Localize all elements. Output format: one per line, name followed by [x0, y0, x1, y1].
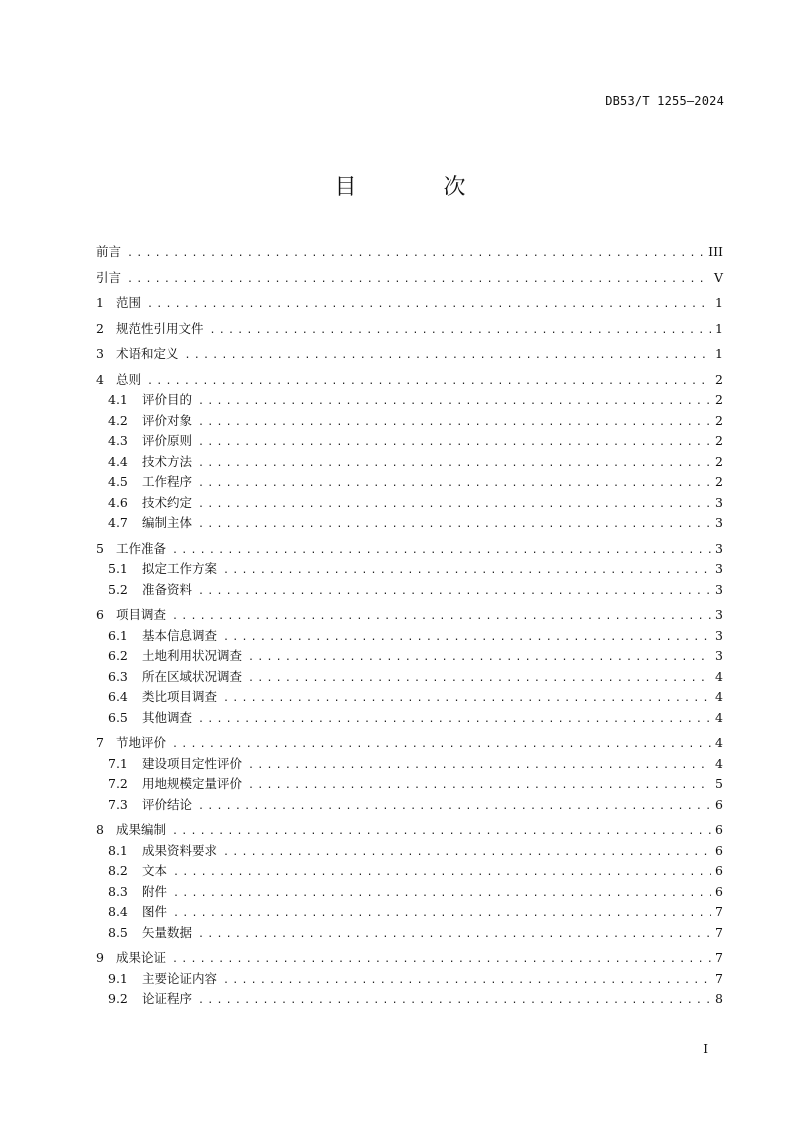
toc-entry-label: 图件	[142, 904, 168, 919]
dot-leader	[198, 515, 711, 536]
toc-entry-page: 6	[715, 796, 723, 812]
dot-leader	[172, 607, 711, 628]
toc-entry-page: 7	[715, 970, 723, 986]
toc-entry-label: 其他调查	[142, 709, 193, 725]
toc-entry[interactable]	[96, 513, 723, 534]
toc-entry-number: 4.3	[108, 433, 128, 448]
toc-entry[interactable]	[96, 882, 723, 903]
toc-entry[interactable]	[96, 472, 723, 493]
dot-leader	[172, 735, 711, 756]
toc-entry-label: 总则	[116, 371, 142, 387]
toc-entry[interactable]	[96, 841, 723, 862]
dot-leader	[198, 582, 711, 603]
toc-entry-label: 基本信息调查	[142, 627, 218, 643]
toc-entry-number: 7.2	[108, 776, 128, 791]
toc-entry-label: 节地评价	[116, 735, 167, 750]
toc-entry[interactable]	[96, 319, 723, 340]
toc-entry-label: 规范性引用文件	[116, 320, 204, 336]
toc-entry-label: 类比项目调查	[142, 689, 218, 704]
toc-entry-page: 3	[715, 607, 723, 622]
dot-leader	[198, 392, 711, 413]
toc-entry-number: 6.5	[108, 709, 128, 725]
toc-entry-number: 5.2	[108, 581, 128, 597]
toc-entry-number: 8	[96, 822, 104, 837]
toc-entry-label: 术语和定义	[116, 346, 179, 361]
dot-leader	[172, 822, 711, 843]
toc-entry-page: 6	[715, 842, 723, 858]
toc-entry-label: 所在区域状况调查	[142, 668, 243, 684]
toc-entry-page: 4	[715, 709, 723, 725]
toc-entry[interactable]	[96, 795, 723, 816]
toc-entry-page: 3	[715, 561, 723, 576]
toc-entry-label: 准备资料	[142, 581, 193, 597]
dot-leader	[248, 756, 711, 777]
toc-entry-label: 项目调查	[116, 607, 167, 622]
dot-leader	[147, 295, 711, 316]
toc-entry-number: 4.6	[108, 494, 128, 510]
dot-leader	[173, 863, 711, 884]
toc-entry-page: 7	[715, 904, 723, 919]
toc-entry[interactable]	[96, 733, 723, 754]
toc-entry-label: 成果资料要求	[142, 842, 218, 858]
toc-entry[interactable]	[96, 452, 723, 473]
toc-entry[interactable]	[96, 969, 723, 990]
dot-leader	[223, 628, 711, 649]
toc-entry-page: 3	[715, 494, 723, 510]
toc-entry-page: 8	[715, 991, 723, 1006]
toc-entry-page: 3	[715, 627, 723, 643]
toc-entry-page: 3	[715, 581, 723, 597]
toc-entry-number: 8.2	[108, 863, 128, 878]
toc-entry-page: 6	[715, 883, 723, 899]
toc-entry-number: 2	[96, 320, 104, 336]
toc-entry-label: 成果论证	[116, 950, 167, 965]
dot-leader	[248, 669, 711, 690]
toc-entry-label: 论证程序	[142, 991, 193, 1006]
toc-entry[interactable]	[96, 989, 723, 1010]
toc-entry[interactable]	[96, 902, 723, 923]
toc-entry[interactable]	[96, 774, 723, 795]
dot-leader	[198, 710, 711, 731]
toc-entry-label: 成果编制	[116, 822, 167, 837]
dot-leader	[223, 971, 711, 992]
toc-entry[interactable]	[96, 559, 723, 580]
toc-entry-number: 9.2	[108, 991, 128, 1006]
toc-entry[interactable]	[96, 293, 723, 314]
dot-leader	[198, 797, 711, 818]
toc-entry-page: 2	[715, 412, 723, 428]
toc-entry-number: 4.7	[108, 515, 128, 530]
toc-entry-number: 3	[96, 346, 104, 361]
toc-entry[interactable]	[96, 948, 723, 969]
toc-entry-page: 3	[715, 648, 723, 663]
toc-entry[interactable]	[96, 344, 723, 365]
document-code: DB53/T 1255—2024	[605, 94, 724, 108]
toc-entry-page: 7	[715, 950, 723, 965]
page-number: I	[703, 1042, 708, 1056]
toc-entry-page: 6	[715, 822, 723, 837]
toc-entry-number: 6.4	[108, 689, 128, 704]
toc-entry-page: V	[713, 269, 723, 285]
toc-entry-number: 4.5	[108, 474, 128, 489]
dot-leader	[223, 689, 711, 710]
toc-entry[interactable]	[96, 370, 723, 391]
toc-entry-number: 5	[96, 540, 104, 556]
toc-entry-label: 前言	[96, 244, 122, 259]
toc-entry-number: 5.1	[108, 561, 128, 576]
toc-entry-label: 编制主体	[142, 515, 193, 530]
toc-entry-number: 7	[96, 735, 104, 750]
toc-entry[interactable]	[96, 390, 723, 411]
dot-leader	[198, 454, 711, 475]
dot-leader	[172, 541, 711, 562]
toc-entry-page: 4	[715, 689, 723, 704]
toc-entry-label: 建设项目定性评价	[142, 755, 243, 771]
toc-entry-page: 1	[715, 295, 723, 310]
toc-entry[interactable]	[96, 754, 723, 775]
page-title: 目 次	[334, 175, 506, 200]
toc-entry-number: 7.1	[108, 755, 128, 771]
toc-entry-number: 9.1	[108, 970, 128, 986]
toc-entry-page: 2	[715, 371, 723, 387]
toc-entry-number: 7.3	[108, 796, 128, 812]
toc-entry-page: 4	[715, 668, 723, 684]
toc-entry-number: 6.2	[108, 648, 128, 663]
toc-entry-label: 评价结论	[142, 796, 193, 812]
toc-entry[interactable]	[96, 667, 723, 688]
toc-entry-number: 4.1	[108, 392, 128, 407]
toc-entry[interactable]	[96, 687, 723, 708]
dot-leader	[173, 904, 711, 925]
toc-entry-number: 8.1	[108, 842, 128, 858]
toc-entry-page: 2	[715, 453, 723, 469]
dot-leader	[223, 561, 711, 582]
toc-entry[interactable]	[96, 605, 723, 626]
toc-entry[interactable]	[96, 708, 723, 729]
toc-entry-page: 2	[715, 392, 723, 407]
toc-entry[interactable]	[96, 923, 723, 944]
toc-entry-number: 1	[96, 295, 104, 310]
toc-entry-label: 用地规模定量评价	[142, 776, 243, 791]
toc-entry-page: 3	[715, 540, 723, 556]
toc-entry-page: 7	[715, 924, 723, 940]
toc-entry[interactable]	[96, 268, 723, 289]
table-of-contents	[96, 242, 723, 1010]
dot-leader	[198, 991, 711, 1012]
dot-leader	[198, 925, 711, 946]
toc-entry-label: 评价对象	[142, 412, 193, 428]
toc-entry-label: 矢量数据	[142, 924, 193, 940]
toc-entry-label: 工作程序	[142, 474, 193, 489]
dot-leader	[173, 884, 711, 905]
dot-leader	[127, 270, 710, 291]
toc-entry-page: 3	[715, 515, 723, 530]
toc-entry-label: 范围	[116, 295, 142, 310]
toc-entry-page: 5	[715, 776, 723, 791]
toc-entry-label: 技术约定	[142, 494, 193, 510]
toc-entry-number: 8.4	[108, 904, 128, 919]
toc-entry[interactable]	[96, 626, 723, 647]
toc-entry-number: 6.1	[108, 627, 128, 643]
dot-leader	[172, 950, 711, 971]
toc-entry-label: 评价原则	[142, 433, 193, 448]
toc-entry-label: 主要论证内容	[142, 970, 218, 986]
toc-entry[interactable]	[96, 580, 723, 601]
toc-entry-page: 1	[715, 346, 723, 361]
toc-entry-number: 4.2	[108, 412, 128, 428]
dot-leader	[198, 495, 711, 516]
toc-entry[interactable]	[96, 820, 723, 841]
toc-entry-number: 8.3	[108, 883, 128, 899]
dot-leader	[248, 648, 711, 669]
toc-entry-page: 2	[715, 433, 723, 448]
toc-entry-page: 6	[715, 863, 723, 878]
toc-entry-number: 4	[96, 371, 104, 387]
toc-entry-label: 引言	[96, 269, 122, 285]
toc-entry-page: 1	[715, 320, 723, 336]
toc-entry-label: 附件	[142, 883, 168, 899]
dot-leader	[127, 244, 704, 265]
dot-leader	[198, 433, 711, 454]
dot-leader	[198, 474, 711, 495]
toc-entry[interactable]	[96, 539, 723, 560]
toc-entry-page: 2	[715, 474, 723, 489]
toc-entry-label: 土地利用状况调查	[142, 648, 243, 663]
toc-entry-label: 文本	[142, 863, 168, 878]
toc-entry-label: 技术方法	[142, 453, 193, 469]
toc-entry[interactable]	[96, 242, 723, 263]
toc-entry-page: III	[708, 244, 723, 259]
toc-entry-page: 4	[715, 735, 723, 750]
toc-entry-number: 8.5	[108, 924, 128, 940]
toc-entry-number: 6.3	[108, 668, 128, 684]
toc-entry-label: 工作准备	[116, 540, 167, 556]
dot-leader	[147, 372, 711, 393]
dot-leader	[248, 776, 711, 797]
toc-entry-number: 9	[96, 950, 104, 965]
toc-entry-number: 4.4	[108, 453, 128, 469]
toc-entry[interactable]	[96, 493, 723, 514]
toc-entry-number: 6	[96, 607, 104, 622]
toc-entry-label: 拟定工作方案	[142, 561, 218, 576]
toc-entry-label: 评价目的	[142, 392, 193, 407]
dot-leader	[198, 413, 711, 434]
toc-entry[interactable]	[96, 431, 723, 452]
dot-leader	[223, 843, 711, 864]
toc-entry-page: 4	[715, 755, 723, 771]
dot-leader	[185, 346, 711, 367]
dot-leader	[210, 321, 711, 342]
toc-entry[interactable]	[96, 861, 723, 882]
toc-entry[interactable]	[96, 411, 723, 432]
toc-entry[interactable]	[96, 646, 723, 667]
